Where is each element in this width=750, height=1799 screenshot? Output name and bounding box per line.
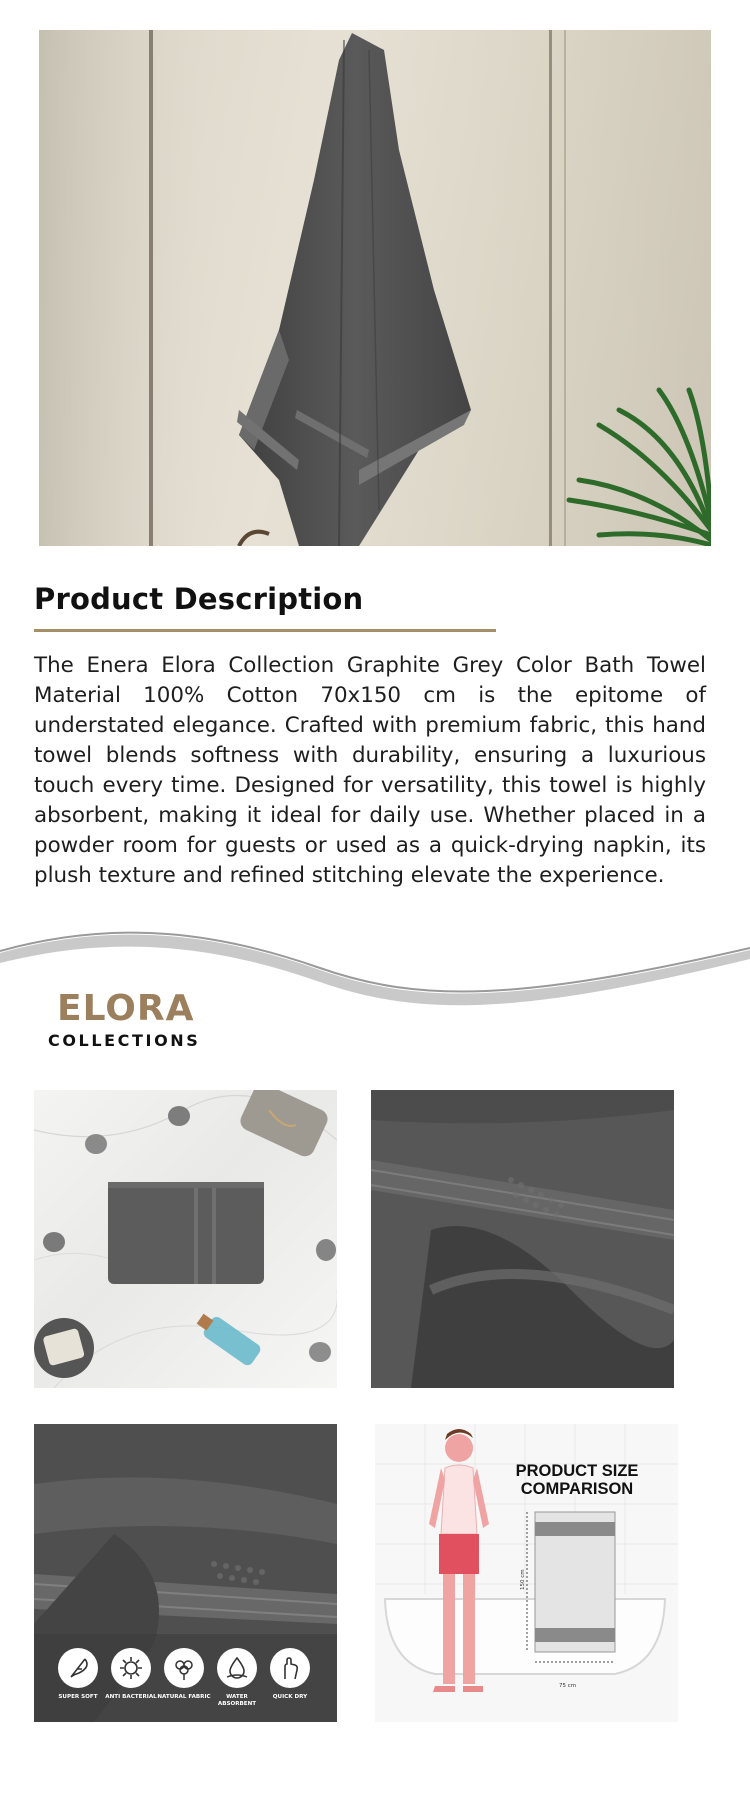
size-comparison-title: PRODUCT SIZE COMPARISON <box>515 1462 639 1498</box>
feature-super-soft: SUPER SOFT <box>51 1648 105 1701</box>
feature-quick-dry: QUICK DRY <box>263 1648 317 1701</box>
title-underline <box>34 629 496 632</box>
towel-closeup-image <box>371 1090 674 1388</box>
description-title: Product Description <box>34 582 364 616</box>
feature-anti-bacterial: ANTI BACTERIAL <box>104 1648 158 1701</box>
feather-icon <box>58 1648 98 1688</box>
brand-name: ELORA <box>57 988 195 1029</box>
product-flatlay-image <box>34 1090 337 1388</box>
feature-water-absorbent: WATER ABSORBENT <box>210 1648 264 1707</box>
width-dimension-label: 75 cm <box>559 1683 577 1689</box>
virus-icon <box>111 1648 151 1688</box>
feature-natural-fabric: NATURAL FABRIC <box>157 1648 211 1701</box>
water-drop-icon <box>217 1648 257 1688</box>
cotton-icon <box>164 1648 204 1688</box>
hand-icon <box>270 1648 310 1688</box>
description-body: The Enera Elora Collection Graphite Grey Color Bath Towel Material 100% Cotton 70x150 cm is the epitome of understated elegance. Crafted with premium fabric, this hand towel blends softness with durability, ensuring a luxurious touch every time. Designed for versatility, this towel is highly absorbent, making it ideal for daily use. Whether placed in a powder room for guests or used as a quick-drying napkin, its plush texture and refined stitching elevate the experience. <box>34 653 706 888</box>
rolled-towel <box>237 1090 331 1160</box>
hero-image <box>39 30 711 546</box>
brand-subtitle: COLLECTIONS <box>48 1031 201 1050</box>
height-dimension-label: 150 cm <box>520 1569 526 1590</box>
hanging-towel-illustration <box>39 30 711 546</box>
